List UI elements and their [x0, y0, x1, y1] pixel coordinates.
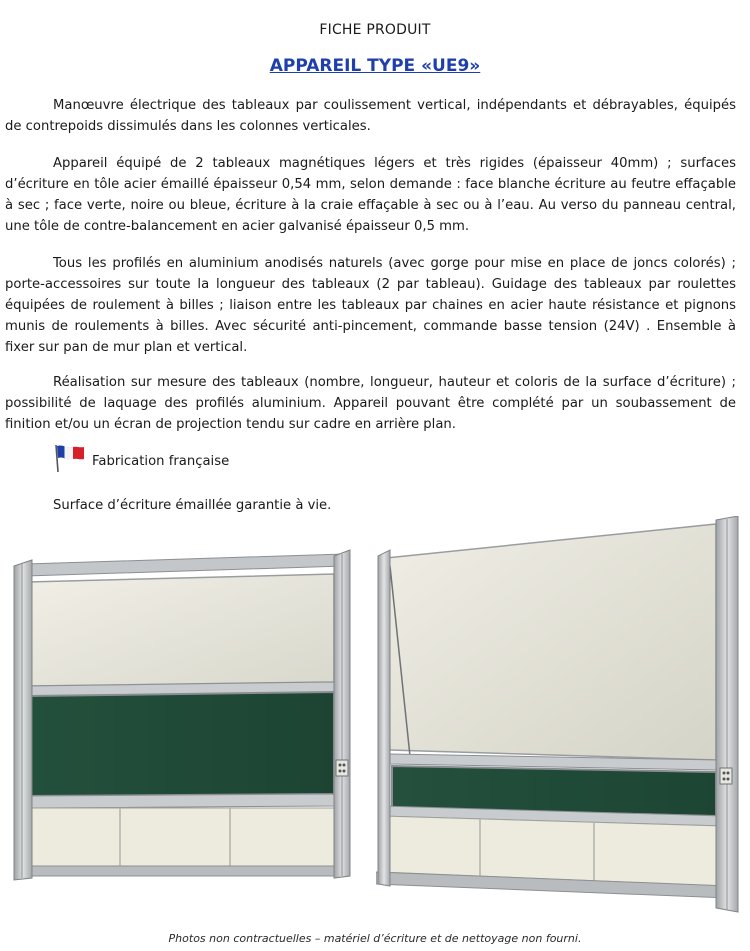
warranty-text: Surface d’écriture émaillée garantie à vie.: [53, 498, 332, 513]
footer-disclaimer: Photos non contractuelles – matériel d’écriture et de nettoyage non fourni.: [168, 932, 582, 945]
product-photo-right: [376, 516, 744, 918]
product-photo-left: [8, 516, 358, 891]
page-title: FICHE PRODUIT: [319, 22, 431, 38]
french-flag-icon: [52, 443, 86, 473]
paragraph-custom: Réalisation sur mesure des tableaux (nombre, longueur, hauteur et coloris de la surface d’écriture) ; possibilité de laquage des profilés aluminium. Appareil pouvant être complété par un soubassement de finition et/ou un écran de projection tendu sur cadre en arrière plan.: [5, 375, 736, 432]
origin-label: Fabrication française: [92, 453, 230, 469]
paragraph-profiles: Tous les profilés en aluminium anodisés naturels (avec gorge pour mise en place de joncs colorés) ; porte-accessoires sur toute la longueur des tableaux (2 par tableau). Guidage des tableaux par roulettes équipées de roulement à billes ; liaison entre les tableaux par chaines en acier haute résistance et pignons munis de roulements à billes. Avec sécurité anti-pincement, commande basse tension (24V) . Ensemble à fixer sur pan de mur plan et vertical.: [5, 256, 736, 355]
product-title: APPAREIL TYPE «UE9»: [269, 56, 481, 76]
paragraph-operation: Manœuvre électrique des tableaux par coulissement vertical, indépendants et débrayables, équipés de contrepoids dissimulés dans les colonnes verticales.: [5, 98, 736, 134]
paragraph-boards: Appareil équipé de 2 tableaux magnétiques légers et très rigides (épaisseur 40mm) ; surfaces d’écriture en tôle acier émaillé épaisseur 0,54 mm, selon demande : face blanche écriture au feutre effaçable à sec ; face verte, noire ou bleue, écriture à la craie effaçable à sec ou à l’eau. Au verso du panneau central, une tôle de contre-balancement en acier galvanisé épaisseur 0,5 mm.: [5, 156, 736, 234]
origin-row: [52, 442, 229, 474]
